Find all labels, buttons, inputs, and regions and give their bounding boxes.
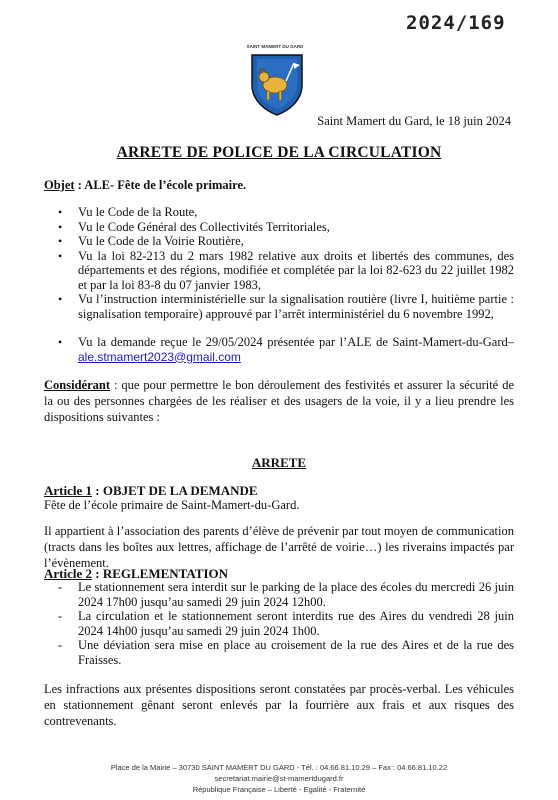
- objet-line: [44, 178, 246, 193]
- considerant-label: Considérant: [44, 378, 110, 392]
- article1-title: : OBJET DE LA DEMANDE: [92, 483, 258, 498]
- article2-list: [44, 580, 514, 667]
- demande-email-link[interactable]: ale.stmamert2023@gmail.com: [78, 349, 241, 364]
- mairie-label: SAINT MAMERT DU GARD: [246, 44, 304, 49]
- objet-label: Objet: [44, 178, 75, 192]
- article2-item: - Le stationnement sera interdit sur le parking de la place des écoles du mercredi 26 juin 2024 17h00 jusqu’au samedi 29 juin 2024 12h00.: [44, 580, 514, 609]
- article2-item: - La circulation et le stationnement seront interdits rue des Aires du vendredi 28 juin 2024 14h00 jusqu’au samedi 29 juin 2024 1h00.: [44, 609, 514, 638]
- considerant-paragraph: [44, 377, 514, 425]
- coat-of-arms-icon: [248, 51, 306, 117]
- article2-title: : REGLEMENTATION: [92, 566, 229, 581]
- objet-text: : ALE- Fête de l’école primaire.: [74, 178, 247, 192]
- place-date: Saint Mamert du Gard, le 18 juin 2024: [317, 114, 511, 128]
- visa-item: • Vu le Code Général des Collectivités Territoriales,: [44, 220, 514, 235]
- article2-label: Article 2: [44, 566, 93, 581]
- stamp-number: 2024/169: [406, 12, 506, 34]
- considerant-text: : que pour permettre le bon déroulement des festivités et assurer la sécurité de la ou des personnes chargées de les réaliser et des usagers de la voie, il y a lieu prendre les dispositions suivantes :: [44, 378, 514, 424]
- article1-paragraph: Il appartient à l’association des parents d’élève de prévenir par tout moyen de communication (tracts dans les boîtes aux lettres, affichage de l’arrêté de voirie…) les riverains impactés par l’évènement.: [44, 524, 514, 570]
- visa-item: • Vu le Code de la Route,: [44, 205, 514, 220]
- footer-motto: République Française – Liberté - Egalité - Fraternité: [192, 785, 366, 794]
- demande-item: [44, 335, 514, 364]
- visa-item: • Vu la loi 82-213 du 2 mars 1982 relative aux droits et libertés des communes, des départements et des régions, modifiée et complétée par la loi 82-623 du 22 juillet 1982 et par la loi 83-8 du 07 janvier 1983,: [44, 249, 514, 293]
- page-title: ARRETE DE POLICE DE LA CIRCULATION: [116, 144, 442, 161]
- demande-text: Vu la demande reçue le 29/05/2024 présentée par l’ALE de Saint-Mamert-du-Gard–: [78, 335, 514, 349]
- visa-item: • Vu l’instruction interministérielle sur la signalisation routière (livre I, huitième partie : signalisation temporaire) approuvé par l’arrêt interministériel du 6 novembre 1992,: [44, 292, 514, 321]
- article1-label: Article 1: [44, 483, 93, 498]
- article1-line: Fête de l’école primaire de Saint-Mamert-du-Gard.: [44, 498, 300, 512]
- visa-item: • Vu le Code de la Voirie Routière,: [44, 234, 514, 249]
- footer-address: Place de la Mairie – 30730 SAINT MAMERT DU GARD - Tél. : 04.66.81.10.29 – Fax : 04.66.81.10.22: [110, 763, 448, 772]
- footer: [0, 762, 558, 795]
- demande-list: [44, 335, 514, 364]
- arrete-heading: ARRETE: [251, 455, 307, 470]
- infractions-paragraph: Les infractions aux présentes dispositions seront constatées par procès-verbal. Les véhicules en stationnement gênant seront enlevés par la fourrière aux frais et aux risques des contrevenants.: [44, 682, 514, 728]
- footer-email: secretariat.mairie@st-mamertdugard.fr: [214, 774, 344, 783]
- article2-item: - Une déviation sera mise en place au croisement de la rue des Aires et de la rue des Fraisses.: [44, 638, 514, 667]
- visas-list: [44, 205, 514, 321]
